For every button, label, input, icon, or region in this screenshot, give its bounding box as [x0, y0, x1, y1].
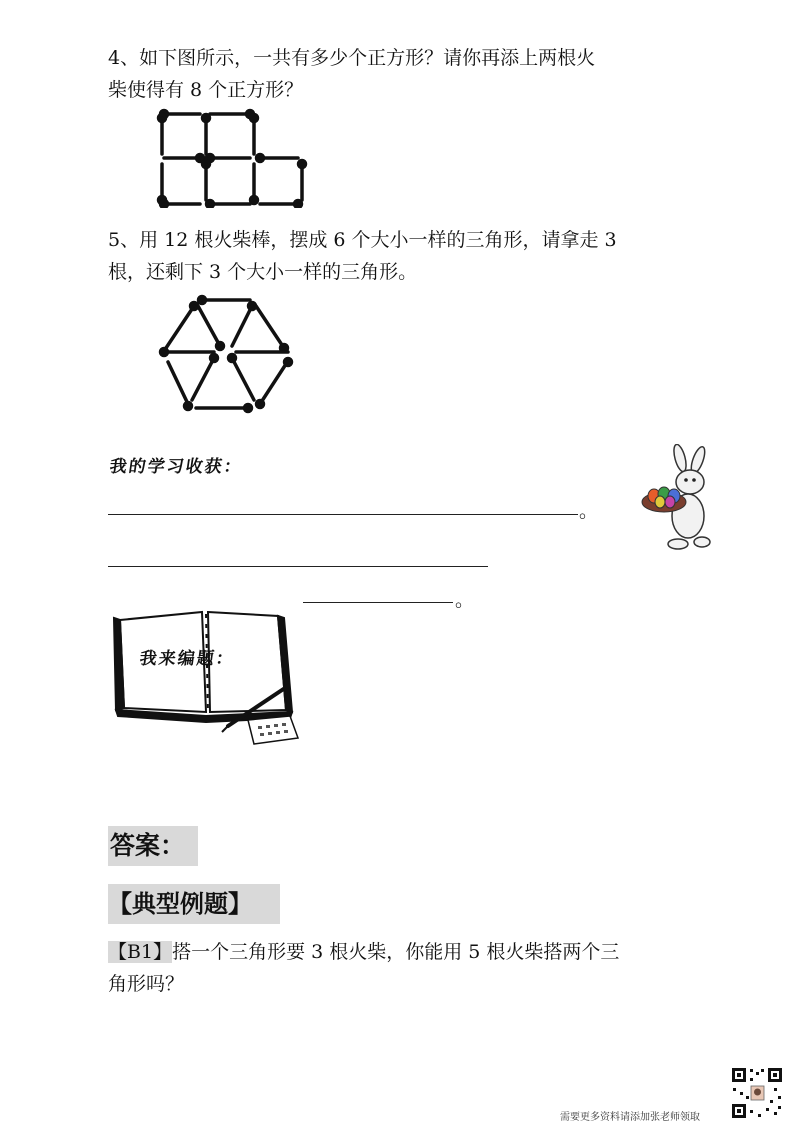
matchstick-hexagon-figure	[152, 292, 302, 418]
answer-line-1	[108, 514, 578, 515]
footer-note: 需要更多资料请添加张老师领取	[560, 1112, 700, 1123]
learning-harvest-label: 我的学习收获：	[108, 457, 245, 477]
line-3-period: 。	[455, 589, 475, 611]
example-b1-line-1	[108, 936, 619, 968]
calculator-icon	[244, 714, 302, 748]
question-5-line-1: 5、用 12 根火柴棒，摆成 6 个大小一样的三角形，请拿走 3	[108, 229, 617, 251]
example-b1-text: 搭一个三角形要 3 根火柴，你能用 5 根火柴搭两个三	[172, 941, 620, 963]
typical-examples-heading: 【典型例题】	[108, 884, 280, 924]
question-4-line-2: 柴使得有 8 个正方形？	[108, 79, 304, 101]
answer-heading: 答案：	[108, 826, 198, 866]
qr-code-icon	[730, 1066, 784, 1120]
matchstick-squares-figure	[150, 108, 320, 208]
make-question-label: 我来编题：	[138, 649, 237, 669]
question-5-line-2: 根，还剩下 3 个大小一样的三角形。	[108, 261, 418, 283]
rabbit-with-easter-eggs-icon	[630, 444, 720, 552]
answer-line-2	[108, 566, 488, 567]
line-1-period: 。	[579, 500, 599, 522]
question-4-line-1: 4、如下图所示，一共有多少个正方形？请你再添上两根火	[108, 47, 596, 69]
answer-line-3	[303, 602, 453, 603]
example-b1-line-2: 角形吗？	[108, 973, 185, 995]
example-b1-tag: 【B1】	[108, 941, 173, 963]
